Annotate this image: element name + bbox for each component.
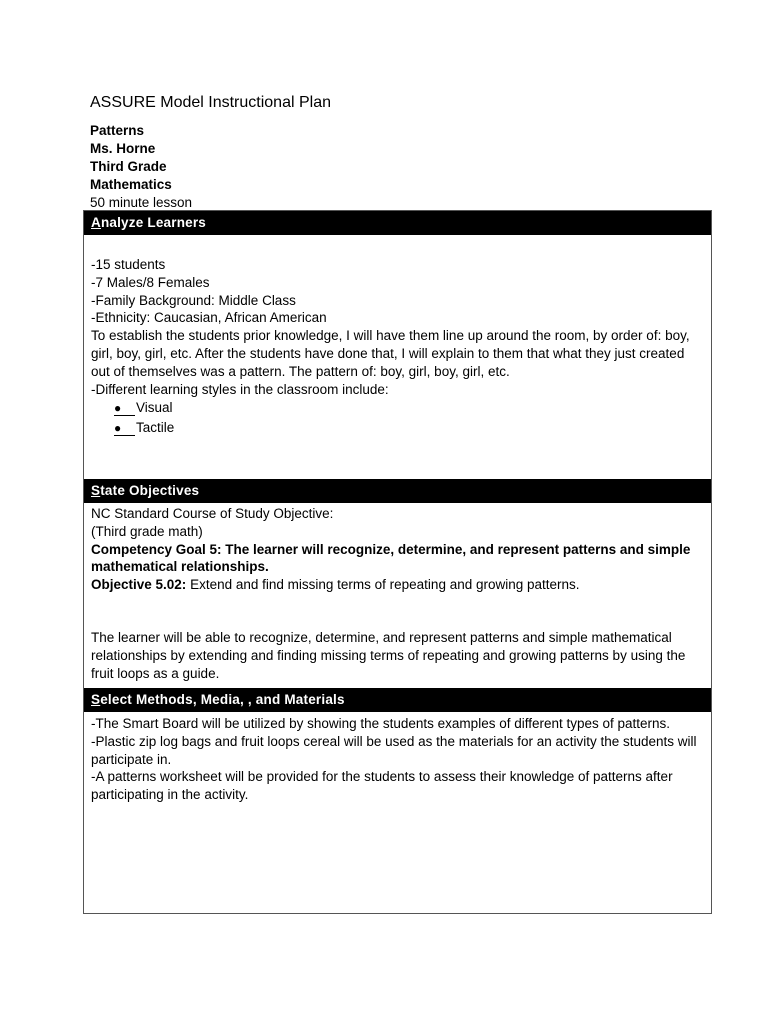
learning-styles-intro: -Different learning styles in the classroom include:: [91, 381, 389, 397]
competency-goal: Competency Goal 5: The learner will recognize, determine, and represent patterns and simple mathematical relationships.: [91, 541, 691, 575]
lesson-teacher: Ms. Horne: [90, 141, 156, 156]
plan-table: [83, 210, 712, 914]
learning-style-tactile: Tactile: [136, 420, 175, 436]
gender-split: -7 Males/8 Females: [91, 274, 210, 290]
state-header-rest: tate Objectives: [100, 483, 200, 498]
bullet-icon: ●: [114, 401, 135, 416]
select-methods-body: [91, 715, 706, 804]
state-objectives-body: [91, 505, 706, 682]
standard-course-line: NC Standard Course of Study Objective:: [91, 506, 334, 521]
smart-board-item: -The Smart Board will be utilized by showing the students examples of different types of patterns.: [91, 716, 671, 731]
objective-text: Extend and find missing terms of repeating and growing patterns.: [186, 577, 580, 593]
objective-line: [91, 576, 706, 594]
analyze-learners-header: [84, 211, 711, 235]
lesson-grade: Third Grade: [90, 159, 167, 174]
materials-item: -Plastic zip log bags and fruit loops cereal will be used as the materials for an activity the students will participate in.: [91, 733, 697, 767]
analyze-header-initial: A: [91, 215, 101, 230]
learner-statement: The learner will be able to recognize, determine, and represent patterns and simple mathematical relationships by extending and finding missing terms of repeating and growing patterns by using the fruit loops as a guide.: [91, 629, 686, 681]
grade-math-line: (Third grade math): [91, 523, 203, 539]
select-methods-header: [84, 688, 711, 712]
students-count: -15 students: [91, 257, 166, 272]
analyze-header-rest: nalyze Learners: [100, 215, 207, 230]
lesson-topic: Patterns: [90, 123, 145, 138]
prior-knowledge-paragraph: To establish the students prior knowledge, I will have them line up around the room, by order of: boy, girl, boy, girl, etc. After the students have done that, I will explain to them that what they just created out of themselves was a pattern. The pattern of: boy, girl, boy, girl, etc.: [91, 328, 690, 379]
objective-label: Objective 5.02:: [91, 577, 187, 593]
learning-style-visual: Visual: [136, 400, 173, 416]
lesson-info: [90, 122, 192, 212]
document-title: ASSURE Model Instructional Plan: [90, 94, 331, 111]
state-objectives-header: [84, 479, 711, 503]
lesson-subject: Mathematics: [90, 177, 172, 192]
state-header-initial: S: [91, 483, 101, 498]
analyze-learners-body: [91, 256, 706, 438]
lesson-duration: 50 minute lesson: [90, 195, 193, 210]
learning-style-item: [114, 398, 706, 418]
worksheet-item: -A patterns worksheet will be provided for the students to assess their knowledge of patterns after participating in the activity.: [91, 769, 673, 803]
select-header-initial: S: [91, 692, 101, 707]
learning-style-item: [114, 418, 706, 438]
select-header-rest: elect Methods, Media, , and Materials: [100, 692, 345, 707]
ethnicity: -Ethnicity: Caucasian, African American: [91, 310, 327, 326]
bullet-icon: ●: [114, 421, 135, 436]
family-background: -Family Background: Middle Class: [91, 292, 296, 308]
